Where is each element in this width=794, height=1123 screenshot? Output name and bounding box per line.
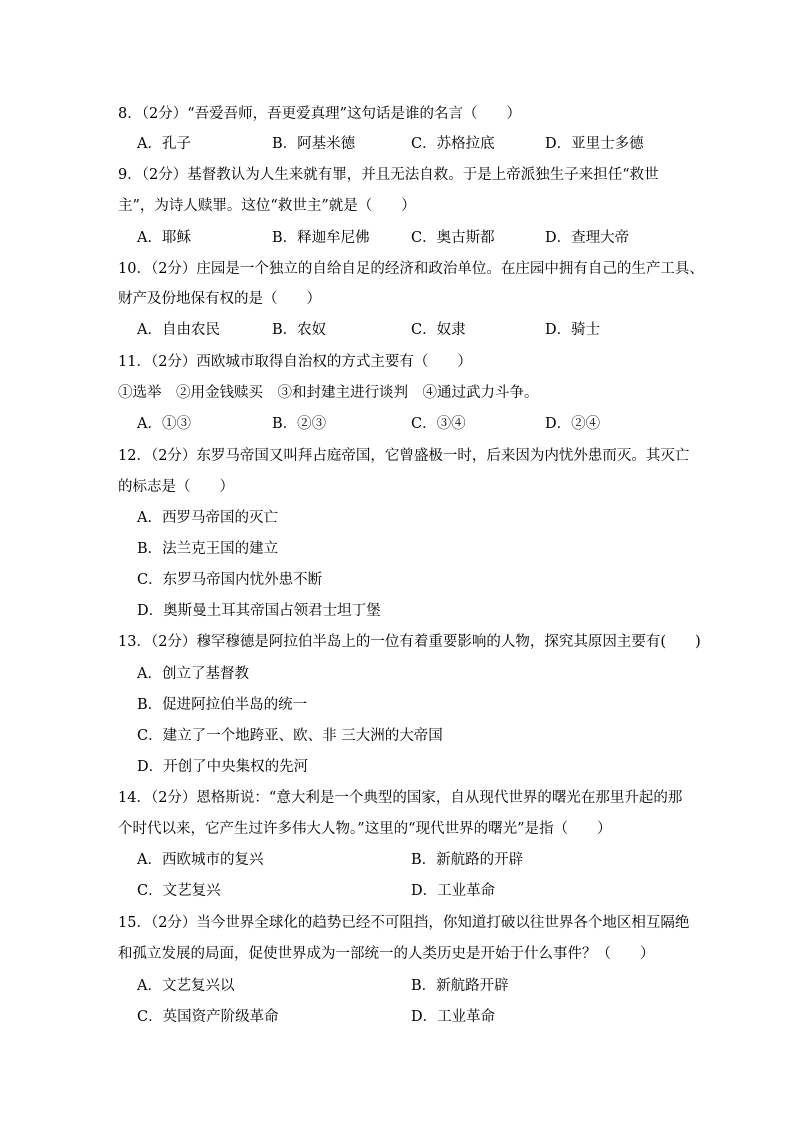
- question-14-stem-line-2: 个时代以来，它产生过许多伟大人物。”这里的“现代世界的曙光”是指（ ）: [118, 821, 612, 837]
- question-12-option-d: D．奥斯曼土耳其帝国占领君士坦丁堡: [137, 603, 381, 619]
- question-9-stem-line-2: 主”，为诗人赎罪。这位“救世主”就是（ ）: [118, 198, 416, 214]
- question-10-option-b: B．农奴: [272, 322, 327, 338]
- question-15-stem-line-1: 15．（2分）当今世界全球化的趋势已经不可阻挡，你知道打破以往世界各个地区相互隔绝: [118, 915, 690, 931]
- question-9-option-b: B．释迦牟尼佛: [272, 230, 370, 246]
- question-8-option-a: A．孔子: [137, 136, 191, 152]
- question-13-stem: 13．（2分）穆罕穆德是阿拉伯半岛上的一位有着重要影响的人物，探究其原因主要有( ): [118, 634, 701, 650]
- question-11-stem-line-2: ①选举 ②用金钱赎买 ③和封建主进行谈判 ④通过武力斗争。: [118, 385, 539, 401]
- question-12-stem-line-2: 的标志是（ ）: [118, 479, 234, 495]
- question-10-option-d: D．骑士: [545, 322, 601, 338]
- question-15-option-a: A．文艺复兴以: [137, 978, 235, 994]
- question-12-option-a: A．西罗马帝国的灭亡: [137, 510, 278, 526]
- question-13-option-a: A．创立了基督教: [137, 666, 249, 682]
- question-14-option-a: A．西欧城市的复兴: [137, 852, 264, 868]
- question-15-option-d: D．工业革命: [411, 1009, 496, 1025]
- question-13-option-d: D．开创了中央集权的先河: [137, 759, 309, 775]
- question-14-option-c: C．文艺复兴: [137, 883, 221, 899]
- question-9-option-d: D．查理大帝: [545, 230, 630, 246]
- question-11-option-a: A．①③: [137, 416, 191, 432]
- question-13-option-b: B．促进阿拉伯半岛的统一: [137, 697, 308, 713]
- question-12-option-b: B．法兰克王国的建立: [137, 541, 279, 557]
- question-15-option-c: C．英国资产阶级革命: [137, 1009, 279, 1025]
- question-11-option-d: D．②④: [545, 416, 601, 432]
- question-14-option-d: D．工业革命: [411, 883, 496, 899]
- question-11-stem-line-1: 11．（2分）西欧城市取得自治权的方式主要有（ ）: [118, 354, 472, 370]
- question-12-stem-line-1: 12．（2分）东罗马帝国又叫拜占庭帝国，它曾盛极一时，后来因为内忧外患而灭。其灭亡: [118, 448, 690, 464]
- question-8-stem: 8．（2分）“吾爱吾师，吾更爱真理”这句话是谁的名言（ ）: [118, 106, 522, 122]
- question-9-option-c: C．奥古斯都: [411, 230, 495, 246]
- question-10-option-c: C．奴隶: [411, 322, 466, 338]
- question-8-option-d: D．亚里士多德: [545, 136, 644, 152]
- question-15-stem-line-2: 和孤立发展的局面，促使世界成为一部统一的人类历史是开始于什么事件？（ ）: [118, 946, 655, 962]
- question-11-option-b: B．②③: [272, 416, 327, 432]
- question-10-option-a: A．自由农民: [137, 322, 220, 338]
- question-9-option-a: A．耶稣: [137, 230, 191, 246]
- question-10-stem-line-1: 10．（2分）庄园是一个独立的自给自足的经济和政治单位。在庄园中拥有自己的生产工具、: [118, 261, 704, 277]
- question-12-option-c: C．东罗马帝国内忧外患不断: [137, 572, 323, 588]
- question-8-option-b: B．阿基米德: [272, 136, 356, 152]
- question-13-option-c: C．建立了一个地跨亚、欧、非 三大洲的大帝国: [137, 728, 443, 744]
- question-9-stem-line-1: 9．（2分）基督教认为人生来就有罪，并且无法自救。于是上帝派独生子来担任“救世: [118, 167, 659, 183]
- question-14-stem-line-1: 14．（2分）恩格斯说：“意大利是一个典型的国家，自从现代世界的曙光在那里升起的那: [118, 790, 683, 806]
- question-11-option-c: C．③④: [411, 416, 466, 432]
- question-8-option-c: C．苏格拉底: [411, 136, 495, 152]
- question-15-option-b: B．新航路开辟: [411, 978, 509, 994]
- question-14-option-b: B．新航路的开辟: [411, 852, 524, 868]
- question-10-stem-line-2: 财产及份地保有权的是（ ）: [118, 291, 321, 307]
